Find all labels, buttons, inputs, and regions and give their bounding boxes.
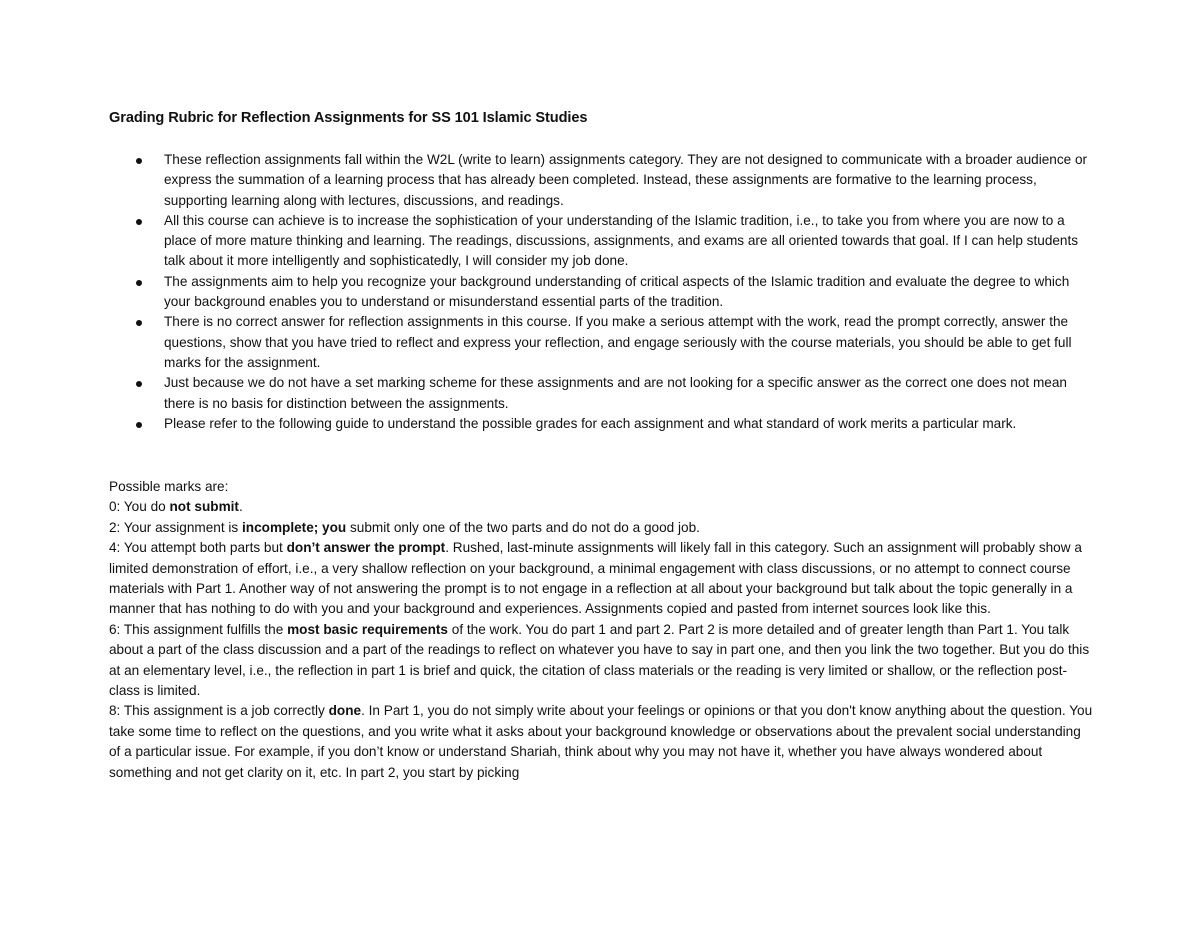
guidelines-list: [109, 150, 1089, 434]
mark-level-8: [109, 701, 1094, 783]
mark-key-phrase: done: [328, 703, 362, 719]
bullet-icon: [136, 422, 142, 428]
mark-key-phrase: most basic requirements: [287, 621, 448, 637]
mark-description: . In Part 1, you do not simply write about your feelings or opinions or that you don't know anything about the question. You take some time to reflect on the questions, and you write what it asks about your background knowledge or observations about the prevalent social understanding of a particular issue. For example, if you don’t know or understand Shariah, think about why you may not have it, whether you have always wondered about something and not get clarity on it, etc. In part 2, you start by picking: [109, 703, 1093, 780]
bullet-text: Please refer to the following guide to understand the possible grades for each assignment and what standard of work merits a particular mark.: [164, 415, 1017, 431]
mark-lead: 6: This assignment fulfills the: [109, 621, 288, 637]
list-item: [109, 272, 1089, 313]
mark-level-0: [109, 497, 1094, 517]
possible-marks-section: [109, 477, 1094, 783]
mark-lead: 8: This assignment is a job correctly: [109, 703, 329, 719]
mark-key-phrase: don’t answer the prompt: [286, 540, 446, 556]
bullet-icon: [136, 280, 142, 286]
list-item: [109, 150, 1089, 211]
bullet-text: The assignments aim to help you recognize your background understanding of critical aspects of the Islamic tradition and evaluate the degree to which your background enables you to understand or misunderstand essential parts of the tradition.: [164, 273, 1070, 310]
mark-description: of the work. You do part 1 and part 2. Part 2 is more detailed and of greater length than Part 1. You talk about a part of the class discussion and a part of the readings to reflect on whatever you have to say in part one, and then you link the two together. But you do this at an elementary level, i.e., the reflection in part 1 is brief and quick, the citation of class materials or the reading is very limited or shallow, or the reflection post-class is limited.: [109, 621, 1090, 699]
bullet-text: These reflection assignments fall within the W2L (write to learn) assignments category. They are not designed to communicate with a broader audience or express the summation of a learning process that has already been completed. Instead, these assignments are formative to the learning process, supporting learning along with lectures, discussions, and readings.: [164, 152, 1088, 208]
bullet-icon: [136, 320, 142, 326]
bullet-icon: [136, 219, 142, 225]
mark-level-4: [109, 538, 1094, 620]
list-item: [109, 414, 1089, 434]
bullet-text: There is no correct answer for reflection assignments in this course. If you make a serious attempt with the work, read the prompt correctly, answer the questions, show that you have tried to reflect and express your reflection, and engage seriously with the course materials, you should be able to get full marks for the assignment.: [164, 314, 1072, 370]
mark-level-6: [109, 620, 1094, 702]
bullet-icon: [136, 381, 142, 387]
mark-lead: 0: You do: [109, 499, 170, 515]
mark-level-2: [109, 518, 1094, 538]
bullet-text: All this course can achieve is to increase the sophistication of your understanding of the Islamic tradition, i.e., to take you from where you are now to a place of more mature thinking and learning. The readings, discussions, assignments, and exams are all oriented towards that goal. If I can help students talk about it more intelligently and sophisticatedly, I will consider my job done.: [164, 212, 1079, 269]
mark-description: submit only one of the two parts and do not do a good job.: [346, 519, 700, 535]
list-item: [109, 312, 1089, 373]
marks-heading: Possible marks are:: [109, 479, 229, 494]
bullet-icon: [136, 158, 142, 164]
document-title: Grading Rubric for Reflection Assignments for SS 101 Islamic Studies: [109, 110, 588, 126]
list-item: [109, 211, 1089, 272]
mark-key-phrase: incomplete; you: [242, 519, 347, 535]
mark-lead: 4: You attempt both parts but: [109, 540, 287, 556]
mark-key-phrase: not submit: [169, 499, 239, 515]
mark-description: .: [238, 499, 243, 515]
list-item: [109, 373, 1089, 414]
mark-description: . Rushed, last-minute assignments will likely fall in this category. Such an assignment will probably show a limited demonstration of effort, i.e., a very shallow reflection on your background, a minimal engagement with class discussions, or no attempt to connect course materials with Part 1. Another way of not answering the prompt is to not engage in a reflection at all about your background but talk about the topic generally in a manner that has nothing to do with you and your background and experiences. Assignments copied and pasted from internet sources look like this.: [109, 540, 1082, 617]
bullet-text: Just because we do not have a set marking scheme for these assignments and are not looking for a specific answer as the correct one does not mean there is no basis for distinction between the assignments.: [164, 375, 1067, 411]
mark-lead: 2: Your assignment is: [109, 519, 242, 535]
